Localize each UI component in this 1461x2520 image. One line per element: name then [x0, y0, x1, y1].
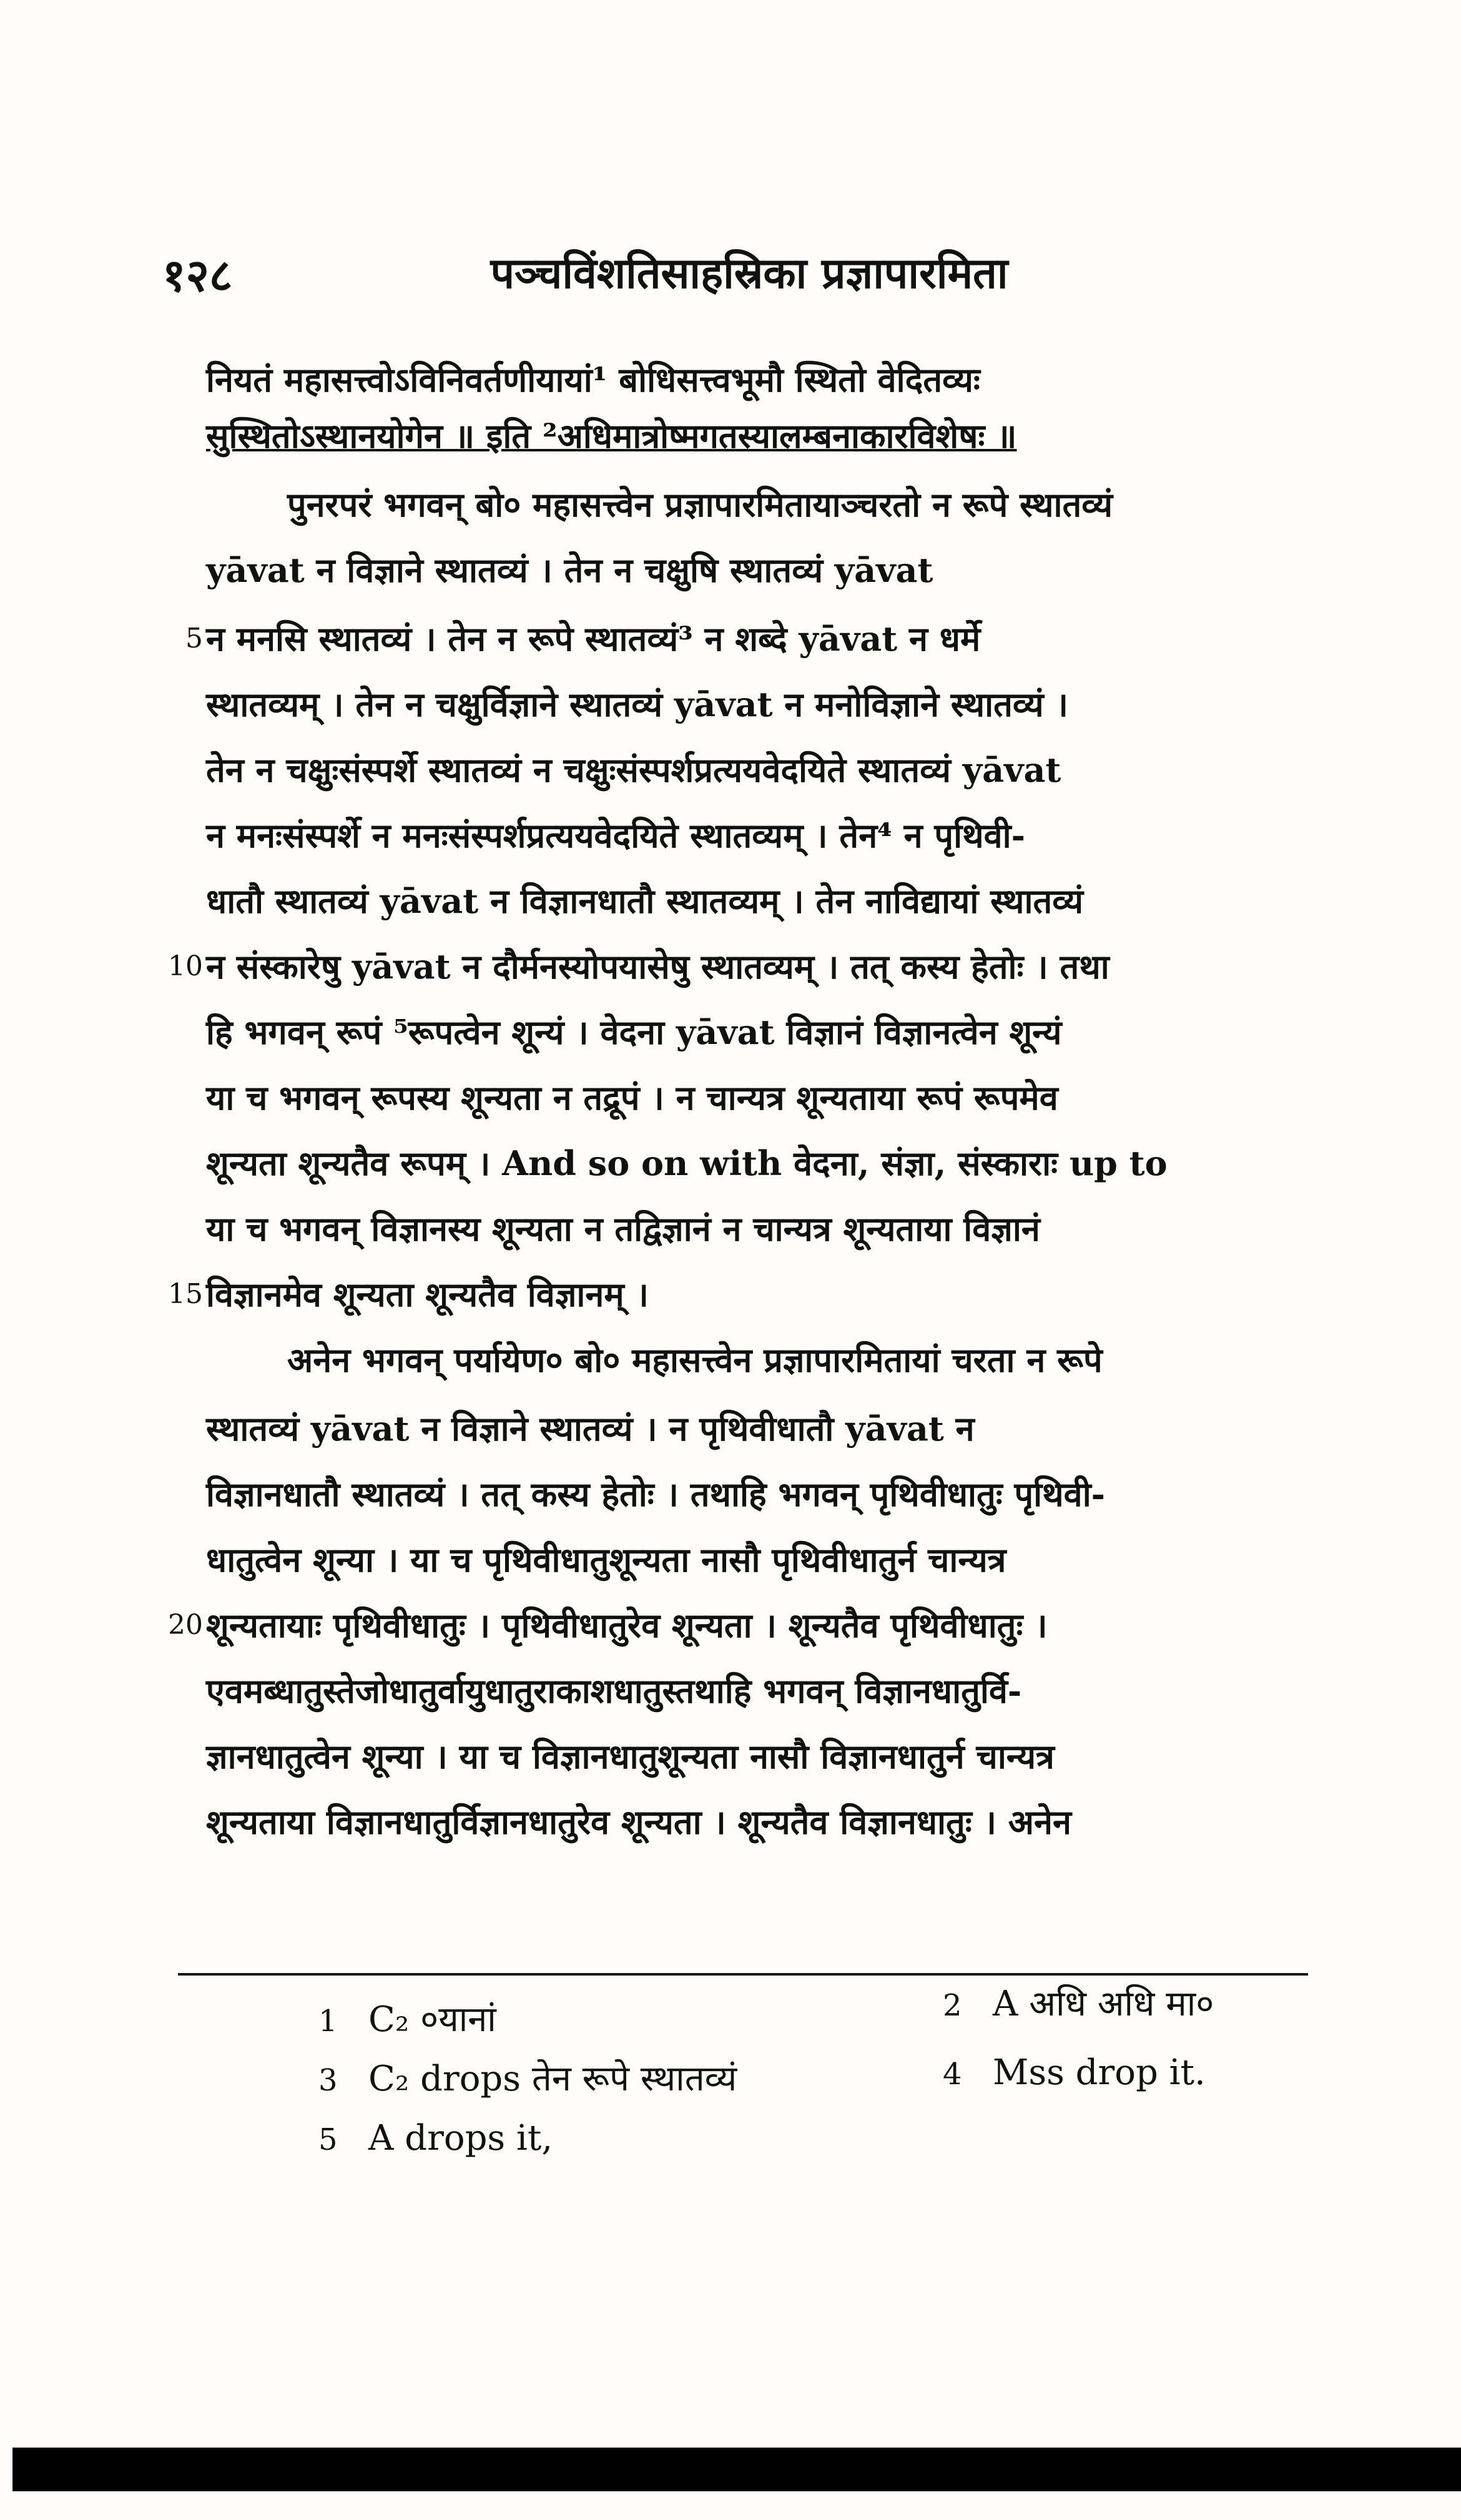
footnote-number: 2 — [943, 1988, 962, 2023]
body-line — [206, 1726, 1361, 1786]
footnote — [318, 2114, 553, 2165]
line-text: तेन न चक्षुःसंस्पर्शे स्थातव्यं न चक्षुःसंस्पर्शप्रत्ययवेदयिते स्थातव्यं yāvat — [206, 750, 1061, 790]
line-text: विज्ञानधातौ स्थातव्यं । तत् कस्य हेतोः । तथाहि भगवन् पृथिवीधातुः पृथिवी- — [206, 1474, 1106, 1514]
footnote — [318, 1995, 496, 2046]
body-line — [206, 406, 1361, 466]
footnote — [318, 2054, 737, 2105]
running-title: पञ्चविंशतिसाहस्रिका प्रज्ञापारमिता — [490, 249, 1008, 298]
line-text: न संस्कारेषु yāvat न दौर्मनस्योपयासेषु स्थातव्यम् । तत् कस्य हेतोः । तथा — [206, 947, 1109, 987]
body-line — [206, 1792, 1361, 1852]
page-number: १२८ — [162, 249, 233, 302]
line-number: 10 — [168, 950, 203, 982]
line-text: या च भगवन् रूपस्य शून्यता न तद्रूपं । न चान्यत्र शून्यताया रूपं रूपमेव — [206, 1078, 1058, 1118]
line-text: एवमब्धातुस्तेजोधातुर्वायुधातुराकाशधातुस्तथाहि भगवन् विज्ञानधातुर्वि- — [206, 1671, 1022, 1711]
line-text: स्थातव्यं yāvat न विज्ञाने स्थातव्यं । न पृथिवीधातौ yāvat न — [206, 1409, 975, 1449]
body-line — [206, 1330, 1442, 1390]
body-line — [185, 609, 1361, 669]
footnote — [943, 1979, 1214, 2030]
page-header — [156, 237, 1342, 306]
line-number: 5 — [185, 623, 203, 654]
line-text: ज्ञानधातुत्वेन शून्या । या च विज्ञानधातुशून्यता नासौ विज्ञानधातुर्न चान्यत्र — [206, 1736, 1055, 1776]
line-text: अनेन भगवन् पर्यायेण० बो० महासत्त्वेन प्रज्ञापारमितायां चरता न रूपे — [287, 1340, 1103, 1380]
footnote-number: 5 — [318, 2122, 338, 2157]
line-number: 20 — [168, 1609, 203, 1641]
body-line — [206, 1464, 1361, 1524]
body-line — [206, 1002, 1361, 1062]
footnote-text: A अधि अधि मा० — [993, 1984, 1214, 2024]
body-line — [206, 871, 1361, 931]
line-text: या च भगवन् विज्ञानस्य शून्यता न तद्विज्ञानं न चान्यत्र शून्यताया विज्ञानं — [206, 1209, 1040, 1249]
body-line — [206, 1399, 1361, 1459]
footnote-text: Mss drop it. — [993, 2052, 1206, 2093]
body-line — [206, 1199, 1361, 1259]
line-text: पुनरपरं भगवन् बो० महासत्त्वेन प्रज्ञापारमितायाञ्चरतो न रूपे स्थातव्यं — [287, 485, 1113, 524]
footnote-number: 1 — [318, 2004, 338, 2039]
body-line — [206, 475, 1442, 534]
line-text: विज्ञानमेव शून्यता शून्यतैव विज्ञानम् । — [206, 1274, 649, 1314]
scan-edge-shadow — [12, 2448, 1461, 2491]
line-text: शून्यतायाः पृथिवीधातुः । पृथिवीधातुरेव शून्यता । शून्यतैव पृथिवीधातुः । — [206, 1605, 1048, 1645]
footnote-number: 3 — [318, 2063, 338, 2098]
body-line — [206, 805, 1361, 865]
body-line — [168, 937, 1361, 997]
footnote-divider — [178, 1973, 1308, 1976]
line-number: 15 — [168, 1278, 203, 1310]
body-line — [206, 1133, 1361, 1193]
footnote-text: C₂ drops तेन रूपे स्थातव्यं — [368, 2059, 737, 2099]
footnote-text: A drops it, — [368, 2118, 553, 2158]
footnote-number: 4 — [943, 2057, 962, 2092]
line-text: धातौ स्थातव्यं yāvat न विज्ञानधातौ स्थातव्यम् । तेन नाविद्यायां स्थातव्यं — [206, 881, 1084, 921]
line-text: स्थातव्यम् । तेन न चक्षुर्विज्ञाने स्थातव्यं yāvat न मनोविज्ञाने स्थातव्यं । — [206, 684, 1068, 724]
line-text: न मनःसंस्पर्शे न मनःसंस्पर्शप्रत्ययवेदयिते स्थातव्यम् । तेन⁴ न पृथिवी- — [206, 815, 1025, 855]
line-text: न मनसि स्थातव्यं । तेन न रूपे स्थातव्यं³ न शब्दे yāvat न धर्मे — [206, 619, 981, 659]
body-line — [206, 1068, 1361, 1128]
body-line — [206, 740, 1361, 800]
footnote — [943, 2048, 1206, 2099]
body-line — [206, 674, 1361, 734]
line-text: धातुत्वेन शून्या । या च पृथिवीधातुशून्यता नासौ पृथिवीधातुर्न चान्यत्र — [206, 1540, 1006, 1580]
line-text: शून्यताया विज्ञानधातुर्विज्ञानधातुरेव शून्यता । शून्यतैव विज्ञानधातुः । अनेन — [206, 1802, 1071, 1842]
body-line — [206, 1530, 1361, 1590]
line-text: yāvat न विज्ञाने स्थातव्यं । तेन न चक्षुषि स्थातव्यं yāvat — [206, 550, 933, 590]
footnote-text: C₂ ०यानां — [368, 1999, 496, 2040]
line-text: शून्यता शून्यतैव रूपम् । And so on with वेदना, संज्ञा, संस्काराः up to — [206, 1143, 1168, 1183]
body-line — [206, 540, 1361, 600]
body-line — [206, 350, 1361, 410]
line-text: सुस्थितोऽस्थानयोगेन ॥ इति ²अधिमात्रोष्मगतस्यालम्बनाकारविशेषः ॥ — [206, 416, 1017, 456]
line-text: हि भगवन् रूपं ⁵रूपत्वेन शून्यं । वेदना yāvat विज्ञानं विज्ञानत्वेन शून्यं — [206, 1012, 1062, 1052]
body-line — [206, 1661, 1361, 1721]
body-line — [168, 1264, 1361, 1324]
line-text: नियतं महासत्त्वोऽविनिवर्तणीयायां¹ बोधिसत्त्वभूमौ स्थितो वेदितव्यः — [206, 360, 980, 400]
body-line — [168, 1595, 1361, 1655]
